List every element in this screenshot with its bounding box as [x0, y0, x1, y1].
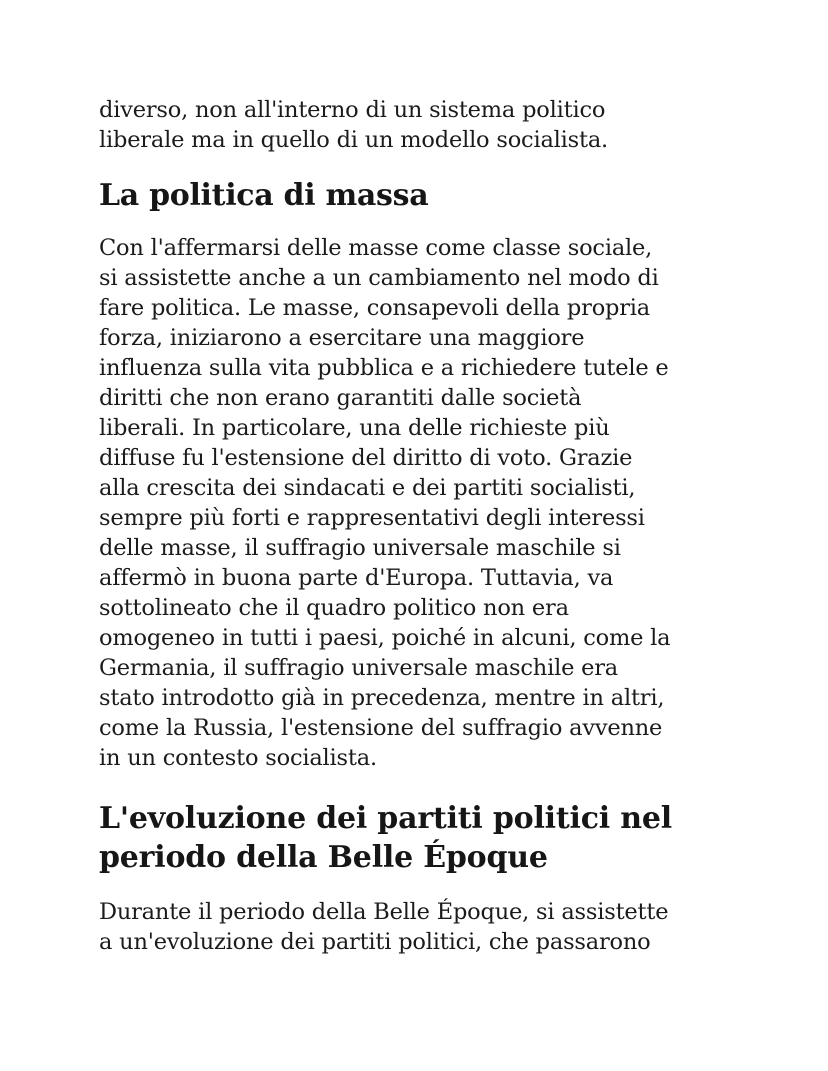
intro-paragraph: diverso, non all'interno di un sistema politico liberale ma in quello di un modello socialista.: [99, 97, 609, 153]
section-heading-evoluzione-partiti: L'evoluzione dei partiti politici nel periodo della Belle Époque: [99, 801, 672, 875]
section-heading-politica-di-massa: La politica di massa: [99, 178, 429, 213]
section-paragraph-evoluzione-partiti: Durante il periodo della Belle Époque, si assistette a un'evoluzione dei partiti politici, che passarono: [99, 899, 669, 955]
document-page: [99, 95, 739, 957]
section-paragraph-politica-di-massa: Con l'affermarsi delle masse come classe sociale, si assistette anche a un cambiamento nel modo di fare politica. Le masse, consapevoli della propria forza, iniziarono a esercitare una maggiore influenza sulla vita pubblica e a richiedere tutele e diritti che non erano garantiti dalle società liberali. In particolare, una delle richieste più diffuse fu l'estensione del diritto di voto. Grazie alla crescita dei sindacati e dei partiti socialisti, sempre più forti e rappresentativi degli interessi delle masse, il suffragio universale maschile si affermò in buona parte d'Europa. Tuttavia, va sottolineato che il quadro politico non era omogeneo in tutti i paesi, poiché in alcuni, come la Germania, il suffragio universale maschile era stato introdotto già in precedenza, mentre in altri, come la Russia, l'estensione del suffragio avvenne in un contesto socialista.: [99, 235, 671, 771]
